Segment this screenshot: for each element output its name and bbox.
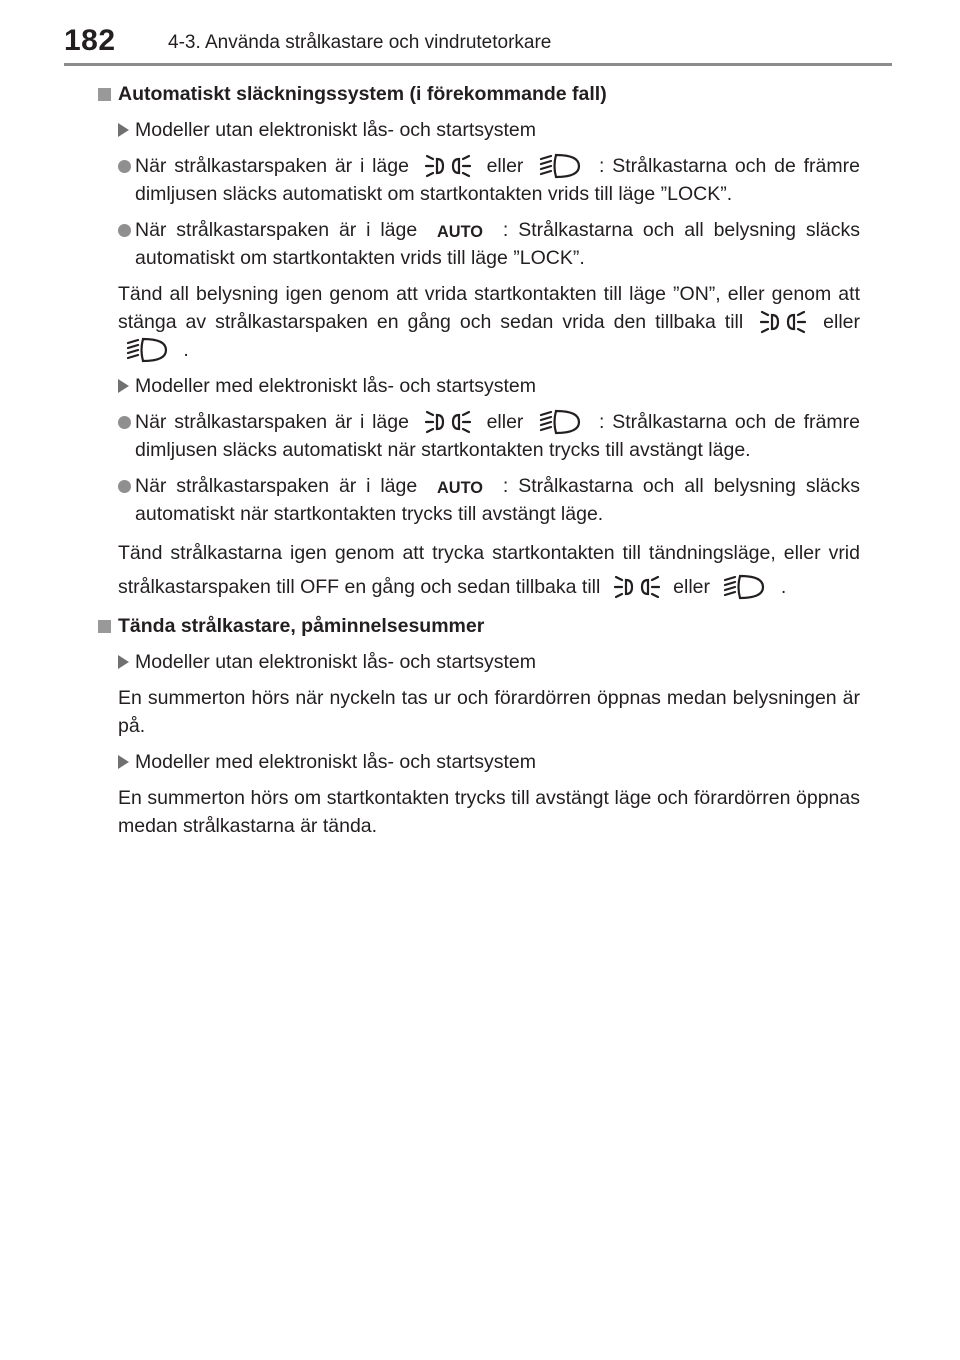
section-heading-reminder-buzzer: Tända strålkastare, påminnelsesummer <box>98 612 860 640</box>
page-number: 182 <box>64 24 116 57</box>
bullet-dot-icon <box>118 416 131 429</box>
auto-light-icon <box>435 473 485 499</box>
bullet-dot-icon <box>118 160 131 173</box>
header-divider <box>64 63 892 66</box>
triangle-marker-icon <box>118 655 129 669</box>
bullet-item: När strålkastarspaken är i läge eller : Strålkastarna och de främre dimljusen släcks automatiskt när startkontakten trycks till avstängt läge. <box>98 408 860 464</box>
subheading-without-smart-key: Modeller utan elektroniskt lås- och startsystem <box>98 648 860 676</box>
page-header <box>64 24 894 64</box>
triangle-marker-icon <box>118 755 129 769</box>
paragraph: Tänd all belysning igen genom att vrida startkontakten till läge ”ON”, eller genom att stänga av strålkastarspaken en gång och sedan vrida den tillbaka till eller . <box>98 280 860 364</box>
headlight-icon <box>539 151 583 181</box>
bullet-dot-icon <box>118 480 131 493</box>
headlight-icon <box>126 335 170 365</box>
parking-light-icon <box>760 307 806 337</box>
paragraph: En summerton hörs när nyckeln tas ur och förardörren öppnas medan belysningen är på. <box>118 687 860 737</box>
subheading-without-smart-key: Modeller utan elektroniskt lås- och startsystem <box>98 116 860 144</box>
bullet-item: När strålkastarspaken är i läge AUTO : Strålkastarna och all belysning släcks automatiskt när startkontakten trycks till avstängt läge. <box>98 472 860 528</box>
triangle-marker-icon <box>118 379 129 393</box>
bullet-dot-icon <box>118 224 131 237</box>
subheading-with-smart-key: Modeller med elektroniskt lås- och startsystem <box>98 748 860 776</box>
auto-icon-label: AUTO <box>437 221 484 241</box>
headlight-icon <box>539 407 583 437</box>
parking-light-icon <box>425 407 471 437</box>
chapter-title: 4-3. Använda strålkastare och vindrutetorkare <box>168 32 552 53</box>
bullet-item: När strålkastarspaken är i läge eller : Strålkastarna och de främre dimljusen släcks automatiskt om startkontakten vrids till läge ”LOCK”. <box>98 152 860 208</box>
paragraph: Tänd strålkastarna igen genom att trycka startkontakten till tändningsläge, eller vrid strålkastarspaken till OFF en gång och sedan tillbaka till eller . <box>98 536 860 604</box>
paragraph: En summerton hörs om startkontakten trycks till avstängt läge och förardörren öppnas medan strålkastarna är tända. <box>118 787 860 837</box>
parking-light-icon <box>614 572 660 602</box>
section-square-icon <box>98 620 111 633</box>
page-content <box>98 80 860 848</box>
section-square-icon <box>98 88 111 101</box>
section-heading-auto-off: Automatiskt släckningssystem (i förekommande fall) <box>98 80 860 108</box>
auto-light-icon <box>435 217 485 243</box>
bullet-item: När strålkastarspaken är i läge AUTO : Strålkastarna och all belysning släcks automatiskt om startkontakten vrids till läge ”LOCK”. <box>98 216 860 272</box>
triangle-marker-icon <box>118 123 129 137</box>
subheading-with-smart-key: Modeller med elektroniskt lås- och startsystem <box>98 372 860 400</box>
headlight-icon <box>723 572 767 602</box>
auto-icon-label: AUTO <box>437 477 484 497</box>
parking-light-icon <box>425 151 471 181</box>
